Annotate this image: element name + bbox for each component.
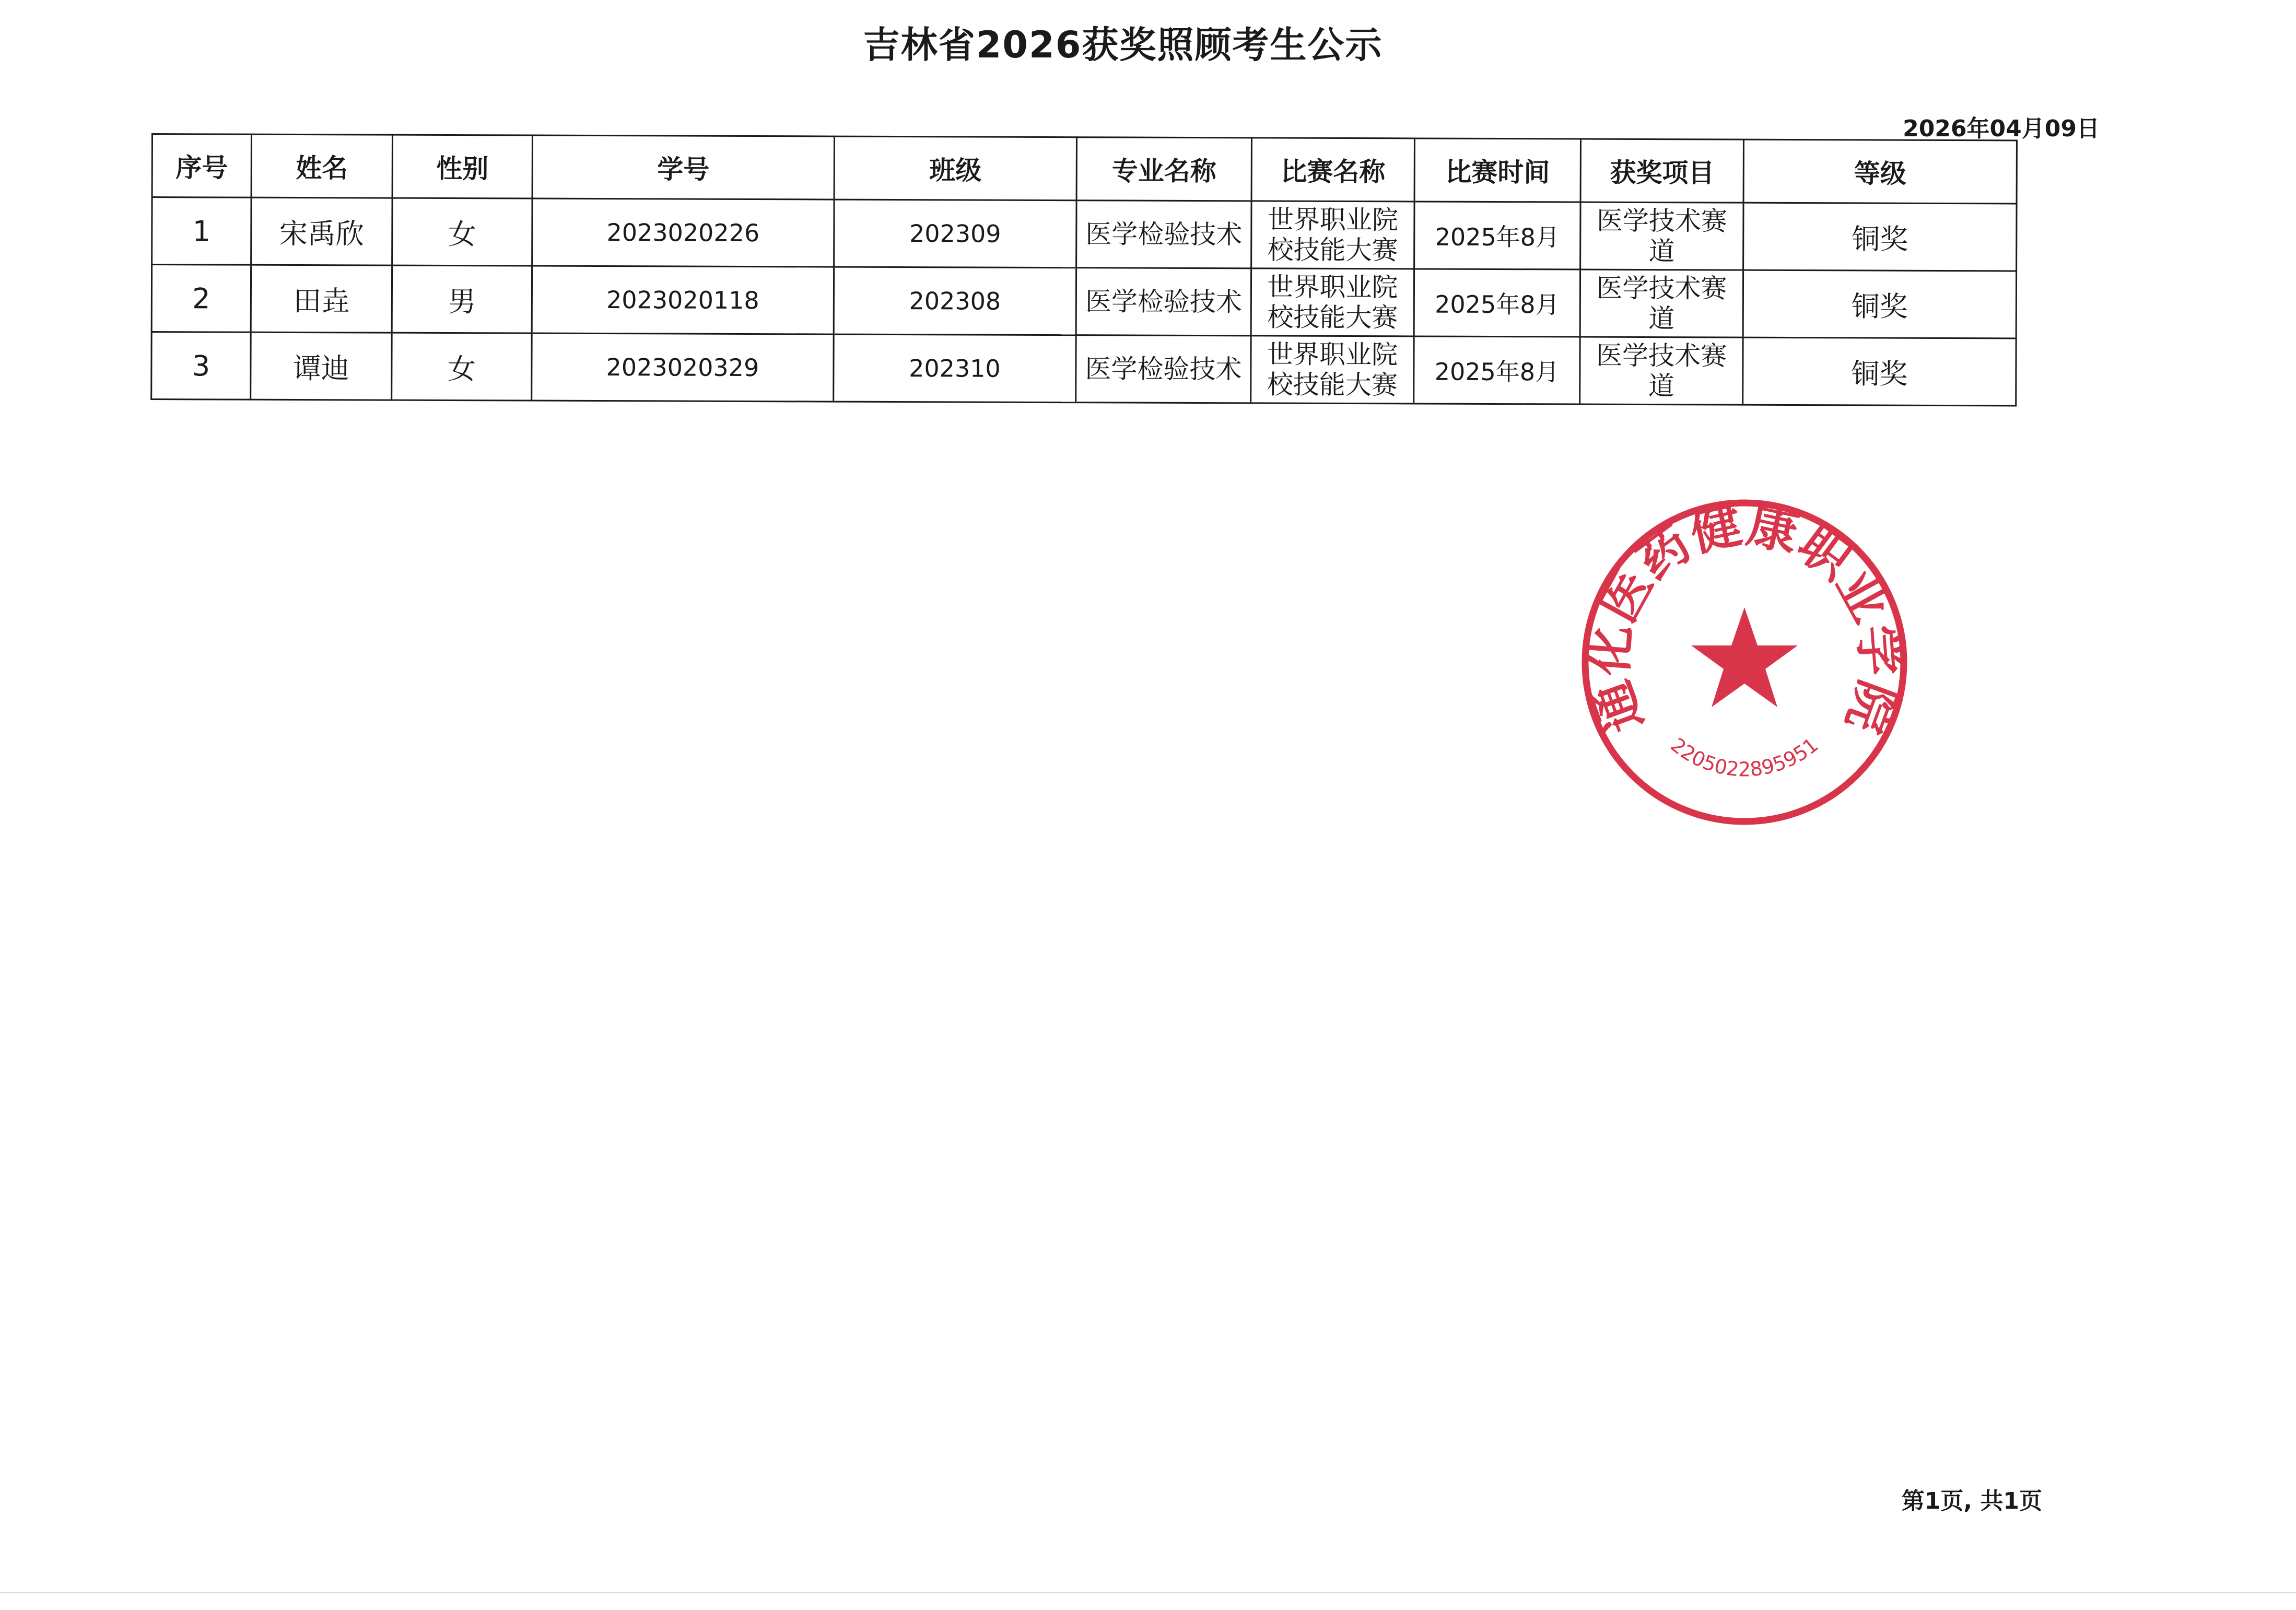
table-header-row: [152, 134, 2017, 204]
column-header-award-track: 获奖项目: [1580, 139, 1743, 203]
cell-competition: 世界职业院校技能大赛: [1251, 336, 1414, 404]
cell-student-id: 2023020226: [532, 198, 834, 267]
cell-gender: 女: [392, 333, 532, 401]
table-row: [151, 332, 2016, 406]
cell-class: 202308: [834, 267, 1076, 335]
page-title: 吉林省2026获奖照顾考生公示: [863, 23, 1383, 66]
cell-index: 1: [152, 197, 251, 265]
seal-name-path: 通化医药健康职业学院: [1578, 495, 1911, 741]
cell-gender: 女: [392, 198, 532, 266]
cell-award-track: 医学技术赛道: [1580, 337, 1743, 405]
column-header-gender: 性别: [392, 135, 532, 198]
table-row: [151, 265, 2016, 338]
column-header-student-id: 学号: [532, 135, 834, 199]
column-header-class: 班级: [834, 136, 1076, 201]
publish-date: 2026年04月09日: [1903, 115, 2100, 142]
cell-gender: 男: [392, 265, 532, 333]
column-header-major: 专业名称: [1076, 137, 1251, 201]
cell-award-level: 铜奖: [1743, 270, 2016, 338]
cell-class: 202309: [834, 199, 1076, 268]
table-row: [152, 197, 2017, 271]
award-table-container: [150, 133, 2016, 406]
cell-student-id: 2023020329: [532, 333, 834, 402]
seal-code-text: [1666, 733, 1822, 781]
page-number: 第1页, 共1页: [1901, 1488, 2042, 1514]
cell-name: 田垚: [251, 265, 392, 333]
cell-award-track: 医学技术赛道: [1580, 202, 1743, 270]
cell-name: 宋禹欣: [251, 197, 392, 265]
official-seal: [1577, 495, 1912, 829]
cell-student-id: 2023020118: [532, 266, 834, 334]
award-table: [150, 133, 2018, 406]
cell-award-level: 铜奖: [1743, 337, 2016, 406]
cell-class: 202310: [834, 334, 1076, 403]
cell-competition-date: 2025年8月: [1414, 202, 1580, 269]
cell-competition: 世界职业院校技能大赛: [1251, 268, 1414, 336]
cell-index: 2: [151, 265, 251, 333]
column-header-competition: 比赛名称: [1251, 138, 1414, 202]
seal-code-path: 2205022895951: [1666, 733, 1823, 781]
cell-competition-date: 2025年8月: [1414, 269, 1580, 337]
column-header-competition-date: 比赛时间: [1414, 138, 1580, 202]
cell-award-track: 医学技术赛道: [1580, 269, 1743, 337]
cell-name: 谭迪: [251, 332, 392, 400]
cell-competition: 世界职业院校技能大赛: [1251, 201, 1414, 269]
cell-major: 医学检验技术: [1076, 335, 1251, 403]
cell-award-level: 铜奖: [1743, 203, 2017, 271]
cell-competition-date: 2025年8月: [1414, 336, 1580, 404]
cell-major: 医学检验技术: [1076, 201, 1251, 268]
seal-star-icon: [1691, 607, 1798, 707]
cell-major: 医学检验技术: [1076, 268, 1251, 336]
cell-index: 3: [151, 332, 251, 400]
column-header-index: 序号: [152, 134, 251, 198]
column-header-name: 姓名: [251, 134, 392, 198]
column-header-award-level: 等级: [1743, 139, 2017, 204]
bottom-rule: [0, 1592, 2296, 1593]
